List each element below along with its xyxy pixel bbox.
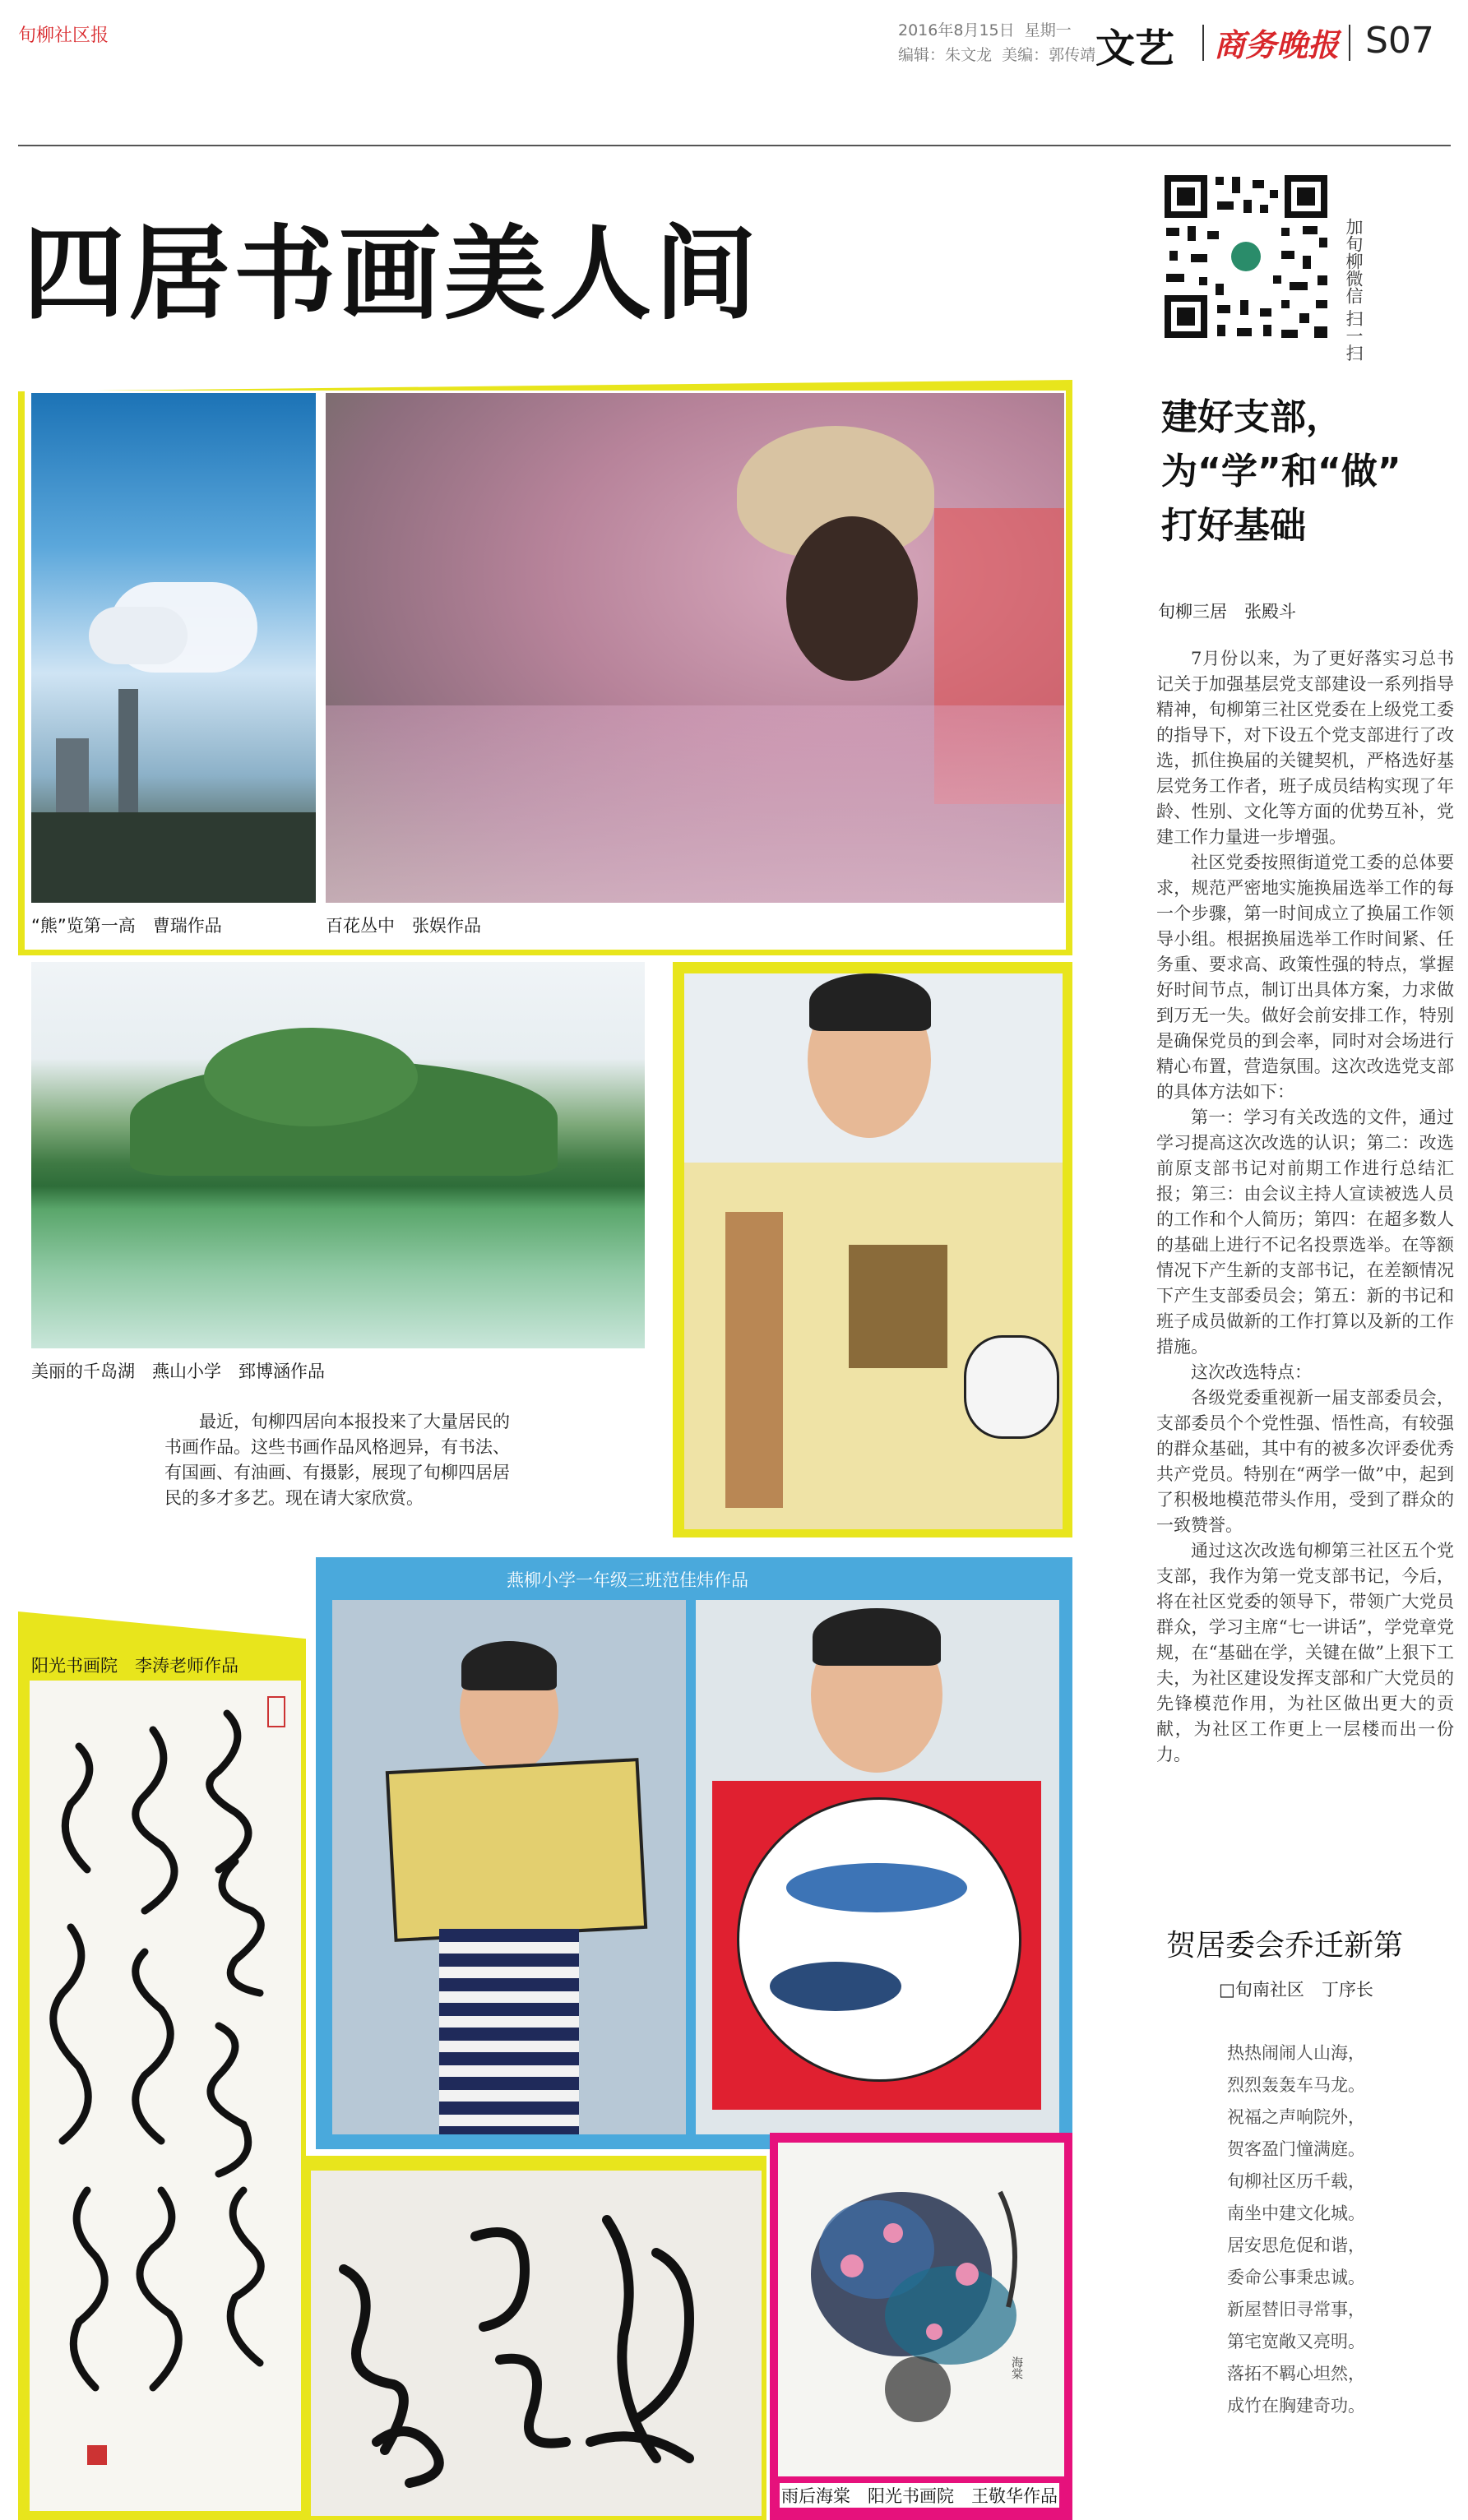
- qr-label-1: 扫一扫: [1344, 309, 1364, 362]
- qr-label-2: 加旬柳微信: [1344, 218, 1364, 304]
- article-paragraph: 社区党委按照街道党工委的总体要求，规范严密地实施换届选举工作的每一个步骤，第一时间成立了换届工作领导小组。根据换届选举工作时间紧、任务重、要求高、政策性强的特点，掌握好时间节点，制订出具体方案，力求做到万无一失。做好会前安排工作，特别是确保党员的到会率，同时对会场进行精心布置，营造氛围。这次改选党支部的具体方法如下：: [1156, 853, 1454, 1102]
- article-body: [1156, 646, 1454, 1768]
- designer: 美编：郭传靖: [1002, 46, 1096, 64]
- poem-line: 烈烈轰轰车马龙。: [1227, 2075, 1365, 2095]
- intro-text: 最近，旬柳四居向本报投来了大量居民的书画作品。这些书画作品风格迥异，有书法、有国画、有油画、有摄影，展现了旬柳四居居民的多才多艺。现在请大家欣赏。: [164, 1412, 510, 1508]
- article-paragraph: 第一：学习有关改选的文件，通过学习提高这次改选的认识；第二：改选前原支部书记对前期工作进行总结汇报；第三：由会议主持人宣读被选人员的工作和个人简历；第四：在超多数人的基础上进行不记名投票选举。在等额情况下产生新的支部书记，在差额情况下产生支部委员会；第五：新的书记和班子成员做新的工作打算以及新的工作措施。: [1156, 1107, 1454, 1357]
- caption-photo3: 美丽的千岛湖 燕山小学 郅博涵作品: [31, 1362, 325, 1381]
- caption-painting: 雨后海棠 阳光书画院 王敬华作品: [780, 2483, 1059, 2508]
- article-title: [1161, 391, 1401, 553]
- header-rule: [18, 145, 1451, 146]
- painting-haitang: [778, 2143, 1064, 2476]
- poem-line: 旬柳社区历千载，: [1227, 2171, 1365, 2191]
- article-paragraph: 7月份以来，为了更好落实习总书记关于加强基层党支部建设一系列指导精神，旬柳第三社区党委在上级党工委的指导下，对下设五个党支部进行了改选，抓住换届的关键契机，严格选好基层党务工作者，班子成员结构实现了年龄、性别、文化等方面的优势互补，党建工作力量进一步增强。: [1156, 649, 1454, 847]
- page-number: S07: [1365, 20, 1434, 62]
- caption-photo2: 百花丛中 张娱作品: [326, 916, 481, 936]
- qr-label: [1344, 218, 1364, 362]
- date: 2016年8月15日: [898, 21, 1015, 39]
- article-byline: 旬柳三居 张殿斗: [1158, 602, 1296, 622]
- caption-calligraphy1: 阳光书画院 李涛老师作品: [31, 1656, 238, 1676]
- article-paragraph: 这次改选特点：: [1191, 1362, 1312, 1382]
- section-name: 文艺: [1095, 25, 1175, 72]
- poem-line: 居安思危促和谐，: [1227, 2236, 1365, 2255]
- calligraphy-horizontal: [311, 2171, 762, 2516]
- poem-line: 贺客盈门憧满庭。: [1227, 2139, 1365, 2159]
- photo-kid-drawing: [684, 973, 1063, 1529]
- photo-kid-1: [332, 1600, 686, 2134]
- editor: 编辑：朱文龙: [898, 46, 993, 64]
- poem-title: 贺居委会乔迁新第: [1166, 1929, 1404, 1963]
- poem-line: 成竹在胸建奇功。: [1227, 2396, 1365, 2416]
- poem-line: 新屋替旧寻常事，: [1227, 2300, 1365, 2319]
- poem-line: 热热闹闹人山海，: [1227, 2043, 1365, 2063]
- poem-line: 第宅宽敞又亮明。: [1227, 2332, 1365, 2351]
- article-title-line-3: 打好基础: [1161, 505, 1306, 547]
- photo-tower: [31, 393, 316, 903]
- weekday: 星期一: [1024, 21, 1072, 39]
- header-meta: [898, 18, 1095, 67]
- poem-byline: □旬南社区 丁序长: [1219, 1980, 1373, 2000]
- article-title-line-1: 建好支部，: [1161, 396, 1342, 438]
- caption-photo1: “熊”览第一高 曹瑞作品: [31, 916, 222, 936]
- poem-line: 祝福之声响院外，: [1227, 2107, 1365, 2127]
- article-paragraph: 各级党委重视新一届支部委员会，支部委员个个党性强、悟性高，有较强的群众基础，其中有的被多次评委优秀共产党员。特别在“两学一做”中，起到了积极地模范带头作用，受到了群众的一致赞誉。: [1156, 1388, 1454, 1535]
- poem-line: 委命公事秉忠诚。: [1227, 2268, 1365, 2287]
- paper-name: 商务晚报: [1214, 26, 1340, 63]
- section-label: 旬柳社区报: [18, 25, 109, 46]
- article-paragraph: 通过这次改选旬柳第三社区五个党支部，我作为第一党支部书记，今后，将在社区党委的领导下，带领广大党员群众，学习主席“七一讲话”，学党章党规，在“基础在学，关键在做”上狠下工夫，为社区建设发挥支部和广大党员的先锋模范作用，为社区做出更大的贡献，为社区工作更上一层楼而出一份力。: [1156, 1541, 1454, 1764]
- caption-kids-group: 燕柳小学一年级三班范佳炜作品: [507, 1570, 748, 1590]
- calligraphy-scroll: [30, 1681, 301, 2511]
- photo-flowers: [326, 393, 1064, 903]
- photo-kid-2: [696, 1600, 1059, 2134]
- photo-lake: [31, 962, 645, 1348]
- qr-code: [1158, 169, 1334, 344]
- poem-line: 南坐中建文化城。: [1227, 2203, 1365, 2223]
- page-title: 四居书画美人间: [23, 215, 761, 334]
- svg-text:海棠: 海棠: [1010, 2356, 1023, 2379]
- header-divider-2: [1349, 25, 1350, 61]
- article-title-line-2: 为“学”和“做”: [1161, 451, 1401, 492]
- intro-paragraph: [164, 1409, 510, 1511]
- poem-body: [1227, 2037, 1365, 2422]
- header-divider: [1202, 25, 1204, 61]
- poem-line: 落拓不羁心坦然，: [1227, 2364, 1365, 2384]
